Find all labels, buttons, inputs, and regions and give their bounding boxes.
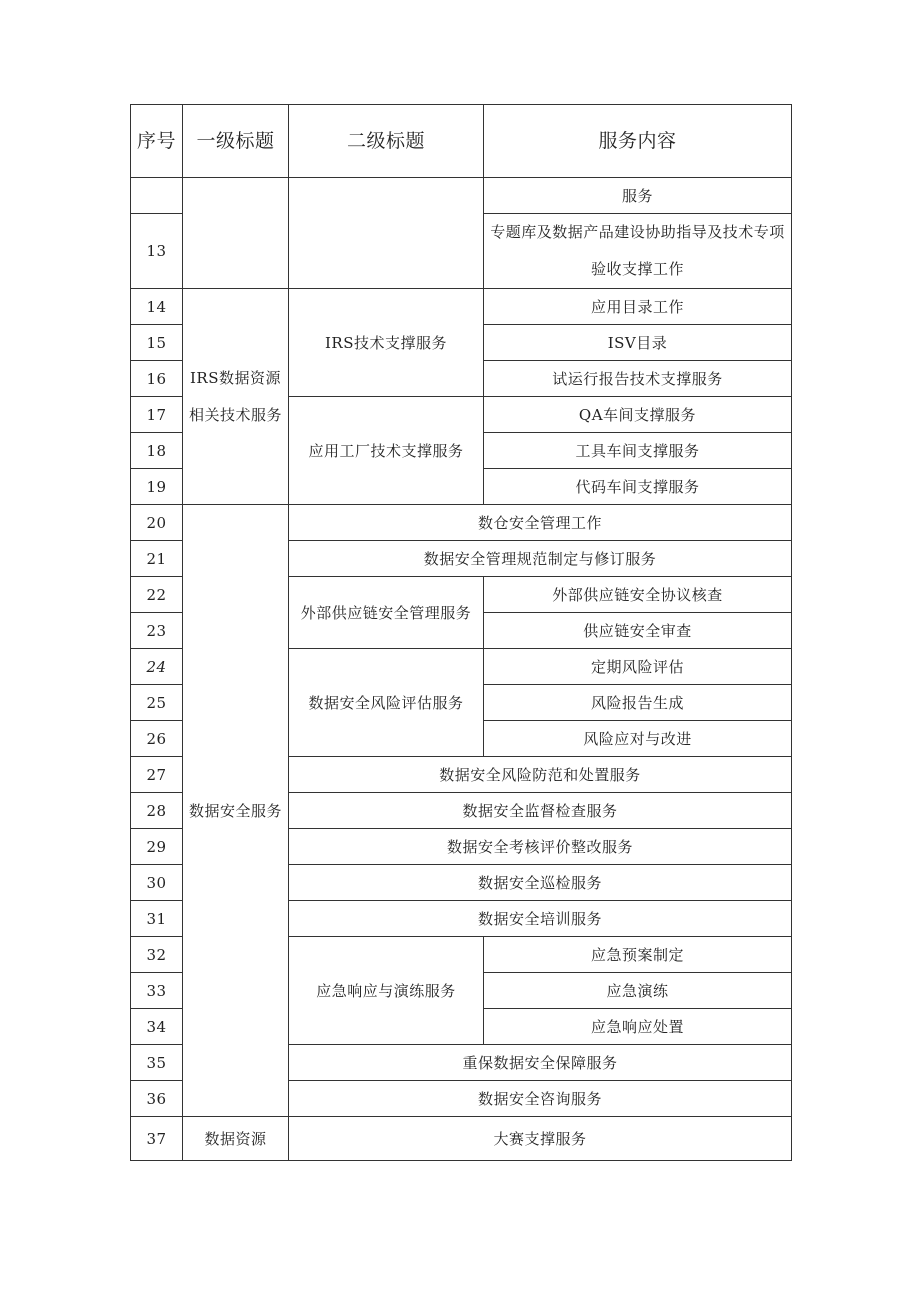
seq-cell: 17 <box>131 397 183 433</box>
content-cell: 应用目录工作 <box>484 289 792 325</box>
content-cell: 供应链安全审查 <box>484 613 792 649</box>
level1-cell <box>183 178 289 289</box>
seq-cell: 37 <box>131 1117 183 1161</box>
level2-cell: 应用工厂技术支撑服务 <box>289 397 484 505</box>
content-cell: 服务 <box>484 178 792 214</box>
seq-cell: 15 <box>131 325 183 361</box>
level2-cell: 外部供应链安全管理服务 <box>289 577 484 649</box>
table-row <box>131 289 792 325</box>
table-row <box>131 178 792 214</box>
seq-cell: 20 <box>131 505 183 541</box>
level2-cell: 数据安全风险评估服务 <box>289 649 484 757</box>
seq-cell: 30 <box>131 865 183 901</box>
content-cell: 数据安全考核评价整改服务 <box>289 829 792 865</box>
seq-cell: 33 <box>131 973 183 1009</box>
seq-cell: 22 <box>131 577 183 613</box>
seq-cell: 26 <box>131 721 183 757</box>
content-cell: 数仓安全管理工作 <box>289 505 792 541</box>
seq-cell: 16 <box>131 361 183 397</box>
seq-cell: 18 <box>131 433 183 469</box>
table-row <box>131 1117 792 1161</box>
seq-cell: 32 <box>131 937 183 973</box>
content-cell: QA车间支撑服务 <box>484 397 792 433</box>
header-row <box>131 105 792 178</box>
header-content: 服务内容 <box>484 105 792 178</box>
seq-cell: 21 <box>131 541 183 577</box>
seq-cell: 31 <box>131 901 183 937</box>
content-cell: 大赛支撑服务 <box>289 1117 792 1161</box>
content-cell: 数据安全咨询服务 <box>289 1081 792 1117</box>
content-cell: 定期风险评估 <box>484 649 792 685</box>
seq-cell: 14 <box>131 289 183 325</box>
content-cell: 数据安全巡检服务 <box>289 865 792 901</box>
content-cell: 风险报告生成 <box>484 685 792 721</box>
content-cell: 应急演练 <box>484 973 792 1009</box>
table-row <box>131 505 792 541</box>
seq-cell: 29 <box>131 829 183 865</box>
content-cell: ISV目录 <box>484 325 792 361</box>
level2-cell: IRS技术支撑服务 <box>289 289 484 397</box>
content-cell: 代码车间支撑服务 <box>484 469 792 505</box>
content-cell: 数据安全培训服务 <box>289 901 792 937</box>
content-cell: 数据安全管理规范制定与修订服务 <box>289 541 792 577</box>
service-table <box>130 104 792 1161</box>
seq-cell: 19 <box>131 469 183 505</box>
content-cell: 专题库及数据产品建设协助指导及技术专项验收支撑工作 <box>484 214 792 289</box>
content-cell: 工具车间支撑服务 <box>484 433 792 469</box>
level1-cell: 数据资源 <box>183 1117 289 1161</box>
seq-cell: 13 <box>131 214 183 289</box>
content-cell: 应急响应处置 <box>484 1009 792 1045</box>
level2-cell <box>289 178 484 289</box>
content-cell: 数据安全风险防范和处置服务 <box>289 757 792 793</box>
seq-cell: 28 <box>131 793 183 829</box>
header-level1: 一级标题 <box>183 105 289 178</box>
content-cell: 数据安全监督检查服务 <box>289 793 792 829</box>
content-cell: 重保数据安全保障服务 <box>289 1045 792 1081</box>
content-cell: 风险应对与改进 <box>484 721 792 757</box>
seq-cell: 34 <box>131 1009 183 1045</box>
content-cell: 外部供应链安全协议核查 <box>484 577 792 613</box>
seq-cell: 35 <box>131 1045 183 1081</box>
content-cell: 试运行报告技术支撑服务 <box>484 361 792 397</box>
content-cell: 应急预案制定 <box>484 937 792 973</box>
seq-cell: 24 <box>131 649 183 685</box>
seq-cell: 36 <box>131 1081 183 1117</box>
seq-cell <box>131 178 183 214</box>
seq-cell: 23 <box>131 613 183 649</box>
level1-cell: IRS数据资源相关技术服务 <box>183 289 289 505</box>
seq-cell: 27 <box>131 757 183 793</box>
seq-cell: 25 <box>131 685 183 721</box>
header-level2: 二级标题 <box>289 105 484 178</box>
level1-cell: 数据安全服务 <box>183 505 289 1117</box>
header-seq: 序号 <box>131 105 183 178</box>
level2-cell: 应急响应与演练服务 <box>289 937 484 1045</box>
